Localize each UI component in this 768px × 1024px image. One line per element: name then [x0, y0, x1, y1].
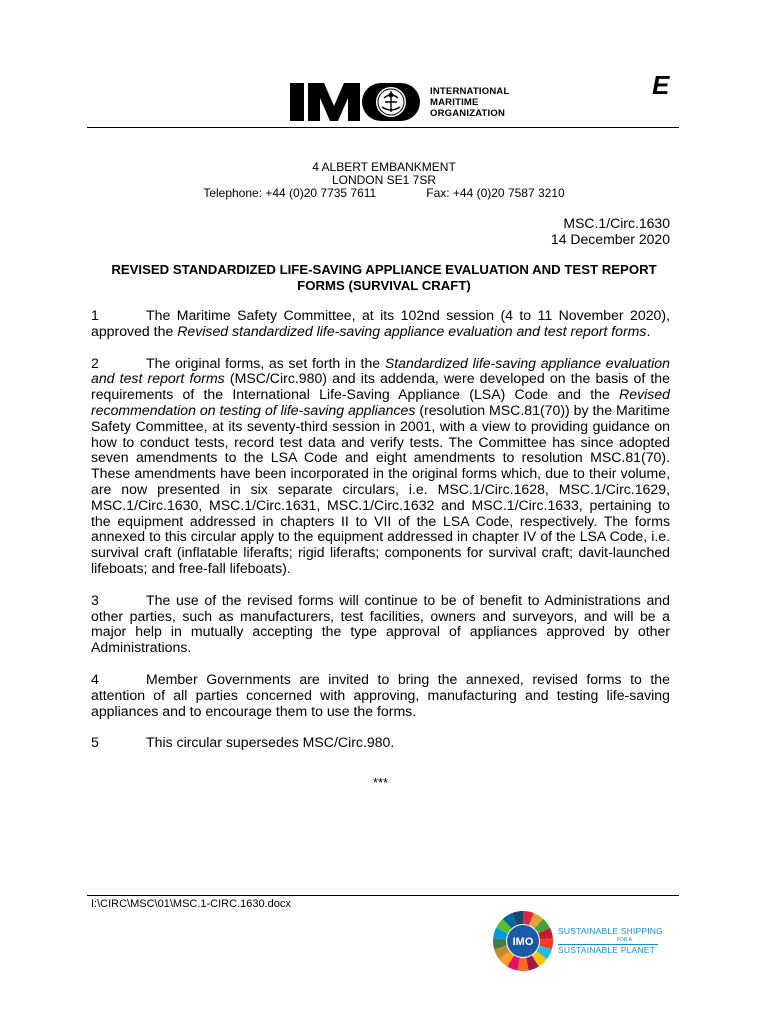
paragraph-5	[91, 735, 670, 751]
document-body	[91, 308, 670, 791]
paragraph-text: .	[646, 322, 651, 339]
paragraph-2	[91, 356, 670, 577]
paragraph-number: 3	[91, 591, 99, 608]
paragraph-text: Member Governments are invited to bring the annexed, revised forms to the attention of all parties concerned with approving, manufacturing and testing life-saving appliances and to encourage them to use the forms.	[91, 670, 670, 719]
paragraph-4	[91, 672, 670, 719]
sdg-tagline	[558, 926, 663, 956]
paragraph-text: The use of the revised forms will continue to be of benefit to Administrations and other parties, such as manufacturers, test facilities, owners and surveyors, and will be a major help in mutually accepting the type approval of appliances approved by other Administrations.	[91, 591, 670, 656]
fax: Fax: +44 (0)20 7587 3210	[426, 186, 565, 200]
document-reference	[551, 215, 670, 247]
paragraph-list	[91, 308, 670, 751]
imo-wordmark-icon	[290, 80, 422, 124]
sdg-logo	[492, 910, 663, 972]
circular-date: 14 December 2020	[550, 231, 670, 247]
address-street: 4 ALBERT EMBANKMENT	[312, 160, 456, 174]
file-path: I:\CIRC\MSC\01\MSC.1-CIRC.1630.docx	[91, 898, 291, 910]
paragraph-number: 4	[91, 670, 99, 687]
org-line: ORGANIZATION	[430, 107, 506, 119]
header-divider	[87, 127, 679, 128]
address-block	[0, 161, 768, 200]
paragraph-text: The original forms, as set forth in the	[146, 354, 385, 371]
italic-reference: Standardized life-saving appliance evaluation and test report forms	[91, 354, 670, 387]
footer-divider	[87, 895, 679, 896]
paragraph-1	[91, 308, 670, 340]
paragraph-number: 5	[91, 734, 99, 751]
italic-reference: Revised standardized life-saving appliance evaluation and test report forms	[177, 322, 647, 339]
circular-number: MSC.1/Circ.1630	[563, 215, 670, 231]
paragraph-text: (MSC/Circ.980) and its addenda, were developed on the basis of the requirements of the International Life-Saving Appliance (LSA) Code and the	[91, 370, 670, 403]
paragraph-3	[91, 593, 670, 656]
address-city: LONDON SE1 7SR	[331, 173, 437, 187]
sdg-line-1: SUSTAINABLE SHIPPING	[558, 926, 663, 936]
sdg-wheel-icon	[492, 910, 554, 972]
org-line: MARITIME	[430, 96, 479, 108]
document-title: REVISED STANDARDIZED LIFE-SAVING APPLIANCE EVALUATION AND TEST REPORT FORMS (SURVIVAL CRAFT)	[111, 262, 657, 293]
telephone: Telephone: +44 (0)20 7735 7611	[203, 186, 377, 200]
italic-reference: Revised recommendation on testing of life-saving appliances	[91, 386, 670, 418]
contact-line	[0, 187, 768, 200]
paragraph-number: 1	[91, 307, 99, 323]
sdg-center-label: IMO	[512, 936, 534, 948]
language-code: E	[652, 70, 670, 100]
paragraph-text: (resolution MSC.81(70)) by the Maritime Safety Committee, at its seventy-third session in 2001, with a view to providing guidance on how to conduct tests, record test data and verify tests. The Committee has since adopted seven amendments to the LSA Code and eight amendments to resolution MSC.81(70). These amendments have been incorporated in the original forms which, due to their volume, are now presented in six separate circulars, i.e. MSC.1/Circ.1628, MSC.1/Circ.1629, MSC.1/Circ.1630, MSC.1/Circ.1631, MSC.1/Circ.1632 and MSC.1/Circ.1633, pertaining to the equipment addressed in chapters II to VII of the LSA Code, respectively. The forms annexed to this circular apply to the equipment addressed in chapter IV of the LSA Code, i.e. survival craft (inflatable liferafts; rigid liferafts; components for survival craft; davit-launched lifeboats; and free-fall lifeboats).	[91, 401, 670, 576]
organization-name	[430, 86, 509, 119]
sdg-small-text: FOR A	[616, 937, 632, 943]
imo-logo	[290, 80, 509, 124]
org-line: INTERNATIONAL	[430, 85, 510, 97]
sdg-line-2: SUSTAINABLE PLANET	[558, 945, 655, 955]
paragraph-text: The Maritime Safety Committee, at its 102nd session (4 to 11 November 2020), approved the	[91, 307, 670, 339]
separator: ***	[372, 775, 389, 791]
paragraph-text: This circular supersedes MSC/Circ.980.	[146, 734, 395, 751]
paragraph-number: 2	[91, 354, 99, 371]
